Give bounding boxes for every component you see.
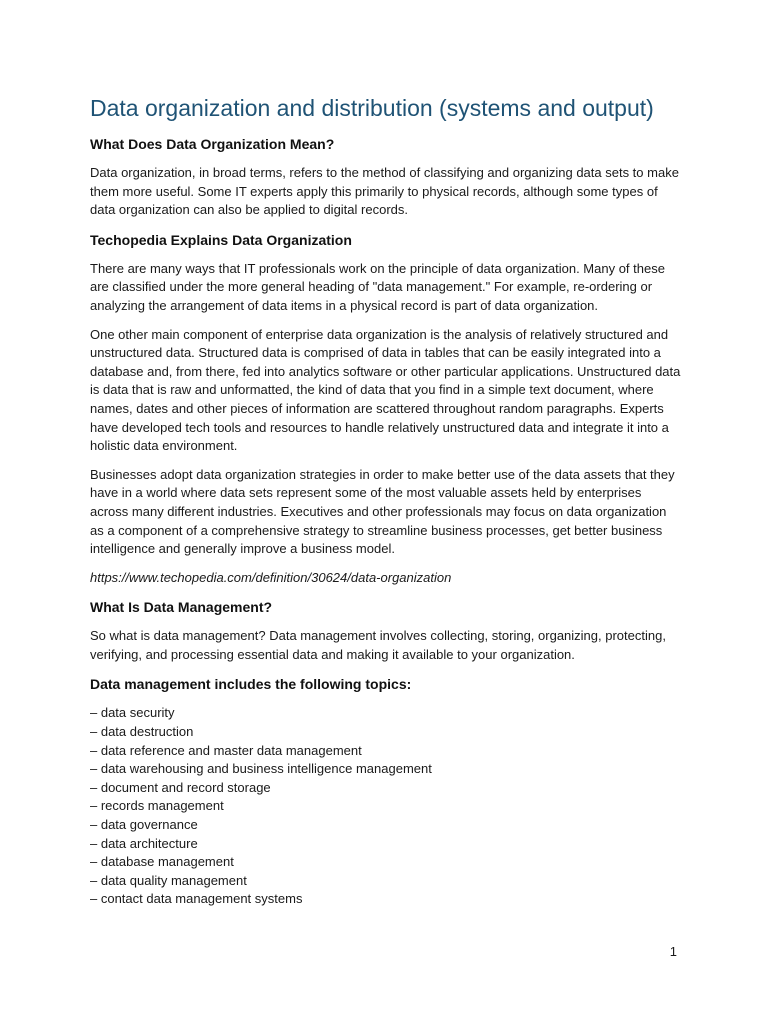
section-heading-techopedia-explains: Techopedia Explains Data Organization [90,231,352,248]
section-heading-data-management: What Is Data Management? [90,599,273,616]
paragraph: Data organization, in broad terms, refers to the method of classifying and organizing data sets to make them more useful. Some IT experts apply this primarily to physical records, although some types of data organization can also be applied to digital records. [90,165,679,218]
paragraph: One other main component of enterprise data organization is the analysis of relatively structured and unstructured data. Structured data is comprised of data in tables that can be easily integrated into a database and, from there, fed into analytics software or other particular applications. Unstructured data is data that is raw and unformatted, the kind of data that you find in a simple text document, where names, dates and other pieces of information are scattered throughout random paragraphs. Experts have developed tech tools and resources to handle relatively unstructured data and integrate it into a holistic data environment. [90,326,681,454]
list-item: – data quality management [90,872,247,888]
paragraph: There are many ways that IT professionals work on the principle of data organization. Many of these are classified under the more general heading of "data management." For example, re-ordering or analyzing the arrangement of data items in a physical record is part of data organization. [90,260,665,313]
list-item: – contact data management systems [90,891,303,907]
section-heading-topics: Data management includes the following topics: [90,676,412,693]
list-item: – data security [90,705,175,721]
document-title: Data organization and distribution (systems and output) [90,95,654,121]
list-item: – data reference and master data management [90,742,362,758]
list-item: – data warehousing and business intelligence management [90,761,432,777]
paragraph: So what is data management? Data management involves collecting, storing, organizing, protecting, verifying, and processing essential data and making it available to your organization. [90,628,666,662]
list-item: – document and record storage [90,779,271,795]
list-item: – data governance [90,817,198,833]
topics-list [90,704,682,909]
list-item: – records management [90,798,224,814]
source-url: https://www.techopedia.com/definition/30624/data-organization [90,569,452,585]
page-number: 1 [669,944,677,959]
document-page [90,92,682,909]
list-item: – data destruction [90,724,194,740]
list-item: – data architecture [90,835,198,851]
paragraph: Businesses adopt data organization strategies in order to make better use of the data assets that they have in a world where data sets represent some of the most valuable assets held by enterprises across many different industries. Executives and other professionals may focus on data organization as a component of a comprehensive strategy to streamline business processes, get better business intelligence and generally improve a business model. [90,466,675,557]
section-heading-data-organization-meaning: What Does Data Organization Mean? [90,136,335,152]
list-item: – database management [90,854,234,870]
